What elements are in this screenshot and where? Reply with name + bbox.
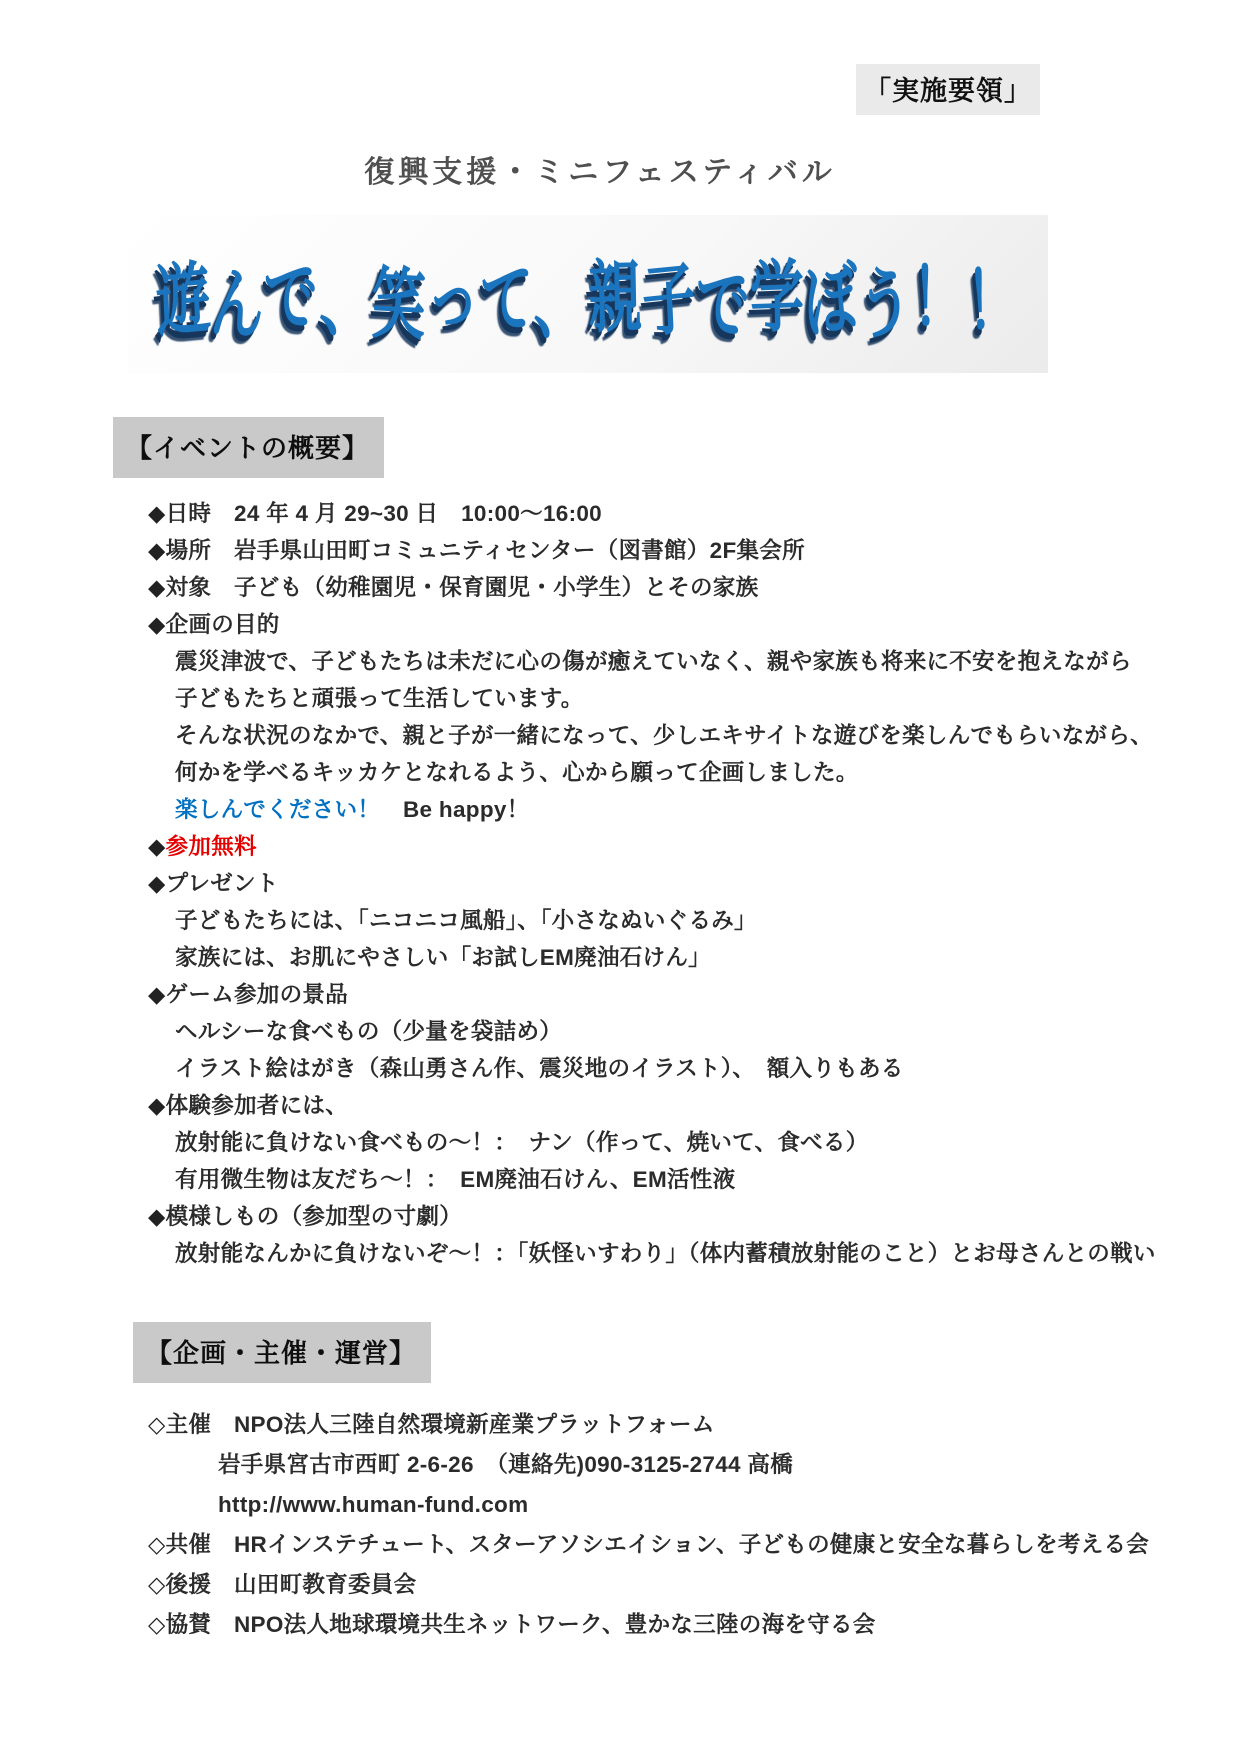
- section-0: [113, 417, 1240, 1272]
- content-line: [148, 1405, 1240, 1445]
- line-bullet: ◆: [148, 1204, 166, 1229]
- event-subtitle: 復興支援・ミニフェスティバル: [364, 156, 836, 189]
- content-line: [218, 1445, 1240, 1485]
- title-char: で: [263, 253, 319, 343]
- line-segment: 参加無料: [165, 834, 257, 859]
- line-segment: 日時 24 年 4 月 29~30 日 10:00～16:00: [165, 501, 602, 526]
- title-char: っ: [425, 253, 481, 343]
- content-line: [148, 569, 1240, 606]
- content-line: [148, 1565, 1240, 1605]
- content-line: [148, 1198, 1240, 1235]
- title-char: ！: [911, 253, 967, 343]
- line-segment: 有用微生物は友だち～！： EM廃油石けん、EM活性液: [175, 1167, 736, 1192]
- title-char: ！: [964, 254, 1023, 347]
- content-line: [175, 754, 1240, 791]
- line-segment: 模様しもの（参加型の寸劇）: [165, 1204, 463, 1229]
- content-line: [175, 1050, 1240, 1087]
- line-bullet: ◇: [148, 1612, 166, 1637]
- line-segment: 共催 HRインステチュート、スターアソシエイション、子どもの健康と安全な暮らしを考える会: [165, 1532, 1150, 1557]
- content-line: [148, 606, 1240, 643]
- line-segment: 場所 岩手県山田町コミュニティセンター（図書館）2F集会所: [165, 538, 805, 563]
- title-char: 親: [587, 253, 643, 343]
- line-segment: Be happy！: [380, 797, 530, 822]
- title-char: ぼ: [802, 254, 861, 347]
- title-char: 遊: [154, 254, 213, 347]
- line-segment: ヘルシーな食べもの（少量を袋詰め）: [175, 1019, 563, 1044]
- content-line: [175, 717, 1240, 754]
- title-char: 学: [749, 253, 805, 343]
- line-segment: 後援 山田町教育委員会: [165, 1572, 417, 1597]
- line-bullet: ◇: [148, 1572, 166, 1597]
- title-banner: [128, 215, 1048, 373]
- line-segment: 体験参加者には、: [165, 1093, 349, 1118]
- section-heading: 【企画・主催・運営】: [133, 1322, 431, 1383]
- line-segment: 対象 子ども（幼稚園児・保育園児・小学生）とその家族: [165, 575, 759, 600]
- section-heading: 【イベントの概要】: [113, 417, 384, 478]
- line-bullet: ◇: [148, 1412, 166, 1437]
- corner-note-text: 「実施要領」: [856, 64, 1040, 115]
- title-char: 子: [640, 254, 699, 347]
- content-line: [148, 1605, 1240, 1645]
- title-char: ん: [208, 260, 265, 350]
- content-line: [218, 1485, 1240, 1525]
- line-bullet: ◆: [148, 1093, 166, 1118]
- content-line: [148, 495, 1240, 532]
- content-line: [148, 532, 1240, 569]
- line-segment: 子どもたちには、「ニコニコ風船」、「小さなぬいぐるみ」: [175, 908, 757, 933]
- content-line: [148, 1087, 1240, 1124]
- line-segment: 放射能なんかに負けないぞ～！：「妖怪いすわり」（体内蓄積放射能のこと）とお母さんとの戦い: [175, 1241, 1156, 1266]
- content-line: [148, 828, 1240, 865]
- line-segment: 家族には、お肌にやさしい「お試しEM廃油石けん」: [175, 945, 711, 970]
- line-bullet: ◆: [148, 612, 166, 637]
- title-char: て: [478, 254, 537, 347]
- line-segment: ゲーム参加の景品: [165, 982, 349, 1007]
- line-bullet: ◆: [148, 834, 166, 859]
- content-line: [148, 865, 1240, 902]
- line-segment: プレゼント: [165, 871, 279, 896]
- line-bullet: ◆: [148, 501, 166, 526]
- line-bullet: ◆: [148, 538, 166, 563]
- content-line: [175, 902, 1240, 939]
- line-segment: イラスト絵はがき（森山勇さん作、震災地のイラスト）、 額入りもある: [175, 1056, 904, 1081]
- title-char: で: [694, 260, 751, 350]
- corner-note: [0, 0, 1240, 115]
- line-segment: 主催 NPO法人三陸自然環境新産業プラットフォーム: [165, 1412, 715, 1437]
- line-segment: 震災津波で、子どもたちは未だに心の傷が癒えていなく、親や家族も将来に不安を抱えながら: [175, 649, 1132, 674]
- content-line: [175, 1235, 1240, 1272]
- content-line: [175, 939, 1240, 976]
- line-segment: http://www.human-fund.com: [218, 1492, 529, 1517]
- content-line: [175, 643, 1240, 680]
- line-bullet: ◆: [148, 871, 166, 896]
- line-segment: 何かを学べるキッカケとなれるよう、心から願って企画しました。: [175, 760, 859, 785]
- title-char: う: [856, 260, 913, 350]
- content-line: [175, 1161, 1240, 1198]
- main-title-text: [154, 238, 1023, 350]
- sections: [0, 417, 1240, 1645]
- content-line: [148, 1525, 1240, 1565]
- line-segment: 子どもたちと頑張って生活しています。: [175, 686, 584, 711]
- content-line: [175, 680, 1240, 717]
- section-1: [113, 1322, 1240, 1645]
- title-char: 、: [532, 260, 589, 350]
- line-bullet: ◆: [148, 575, 166, 600]
- content-line: [148, 976, 1240, 1013]
- content-line: [175, 791, 1240, 828]
- line-bullet: ◆: [148, 982, 166, 1007]
- line-segment: そんな状況のなかで、親と子が一緒になって、少しエキサイトな遊びを楽しんでもらいながら、: [175, 723, 1153, 748]
- line-segment: 放射能に負けない食べもの～！： ナン（作って、焼いて、食べる）: [175, 1130, 869, 1155]
- line-bullet: ◇: [148, 1532, 166, 1557]
- line-segment: 企画の目的: [165, 612, 280, 637]
- line-list: [113, 495, 1240, 1272]
- line-segment: 楽しんでください！: [175, 797, 381, 822]
- title-char: 、: [316, 254, 375, 347]
- content-line: [175, 1124, 1240, 1161]
- line-segment: 岩手県宮古市西町 2-6-26 （連絡先)090-3125-2744 高橋: [218, 1452, 794, 1477]
- line-list: [113, 1405, 1240, 1645]
- content-line: [175, 1013, 1240, 1050]
- line-segment: 協賛 NPO法人地球環境共生ネットワーク、豊かな三陸の海を守る会: [165, 1612, 876, 1637]
- title-char: 笑: [370, 260, 427, 350]
